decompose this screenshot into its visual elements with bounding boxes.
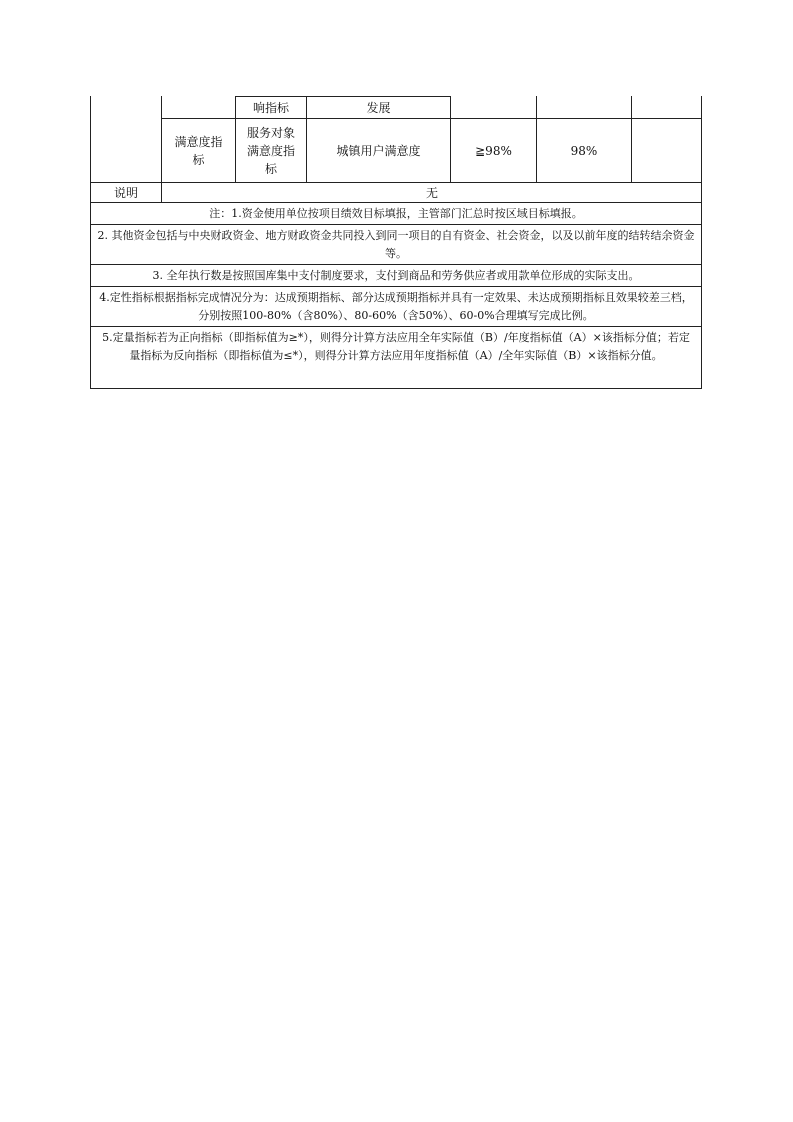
table-cell: ≧98% <box>451 118 537 182</box>
note-row <box>90 326 702 389</box>
table-cell <box>632 96 702 118</box>
note-text: 5.定量指标若为正向指标（即指标值为≥*），则得分计算方法应用全年实际值（B）/年度指标值（A）×该指标分值；若定量指标为反向指标（即指标值为≤*），则得分计算方法应用年度指标值（A）/全年实际值（B）×该指标分值。 <box>91 326 701 388</box>
performance-table <box>90 96 702 389</box>
note-row <box>90 224 702 264</box>
table-cell <box>451 96 537 118</box>
table-cell <box>537 96 632 118</box>
table-row-explain <box>90 182 702 202</box>
note-text: 注：1.资金使用单位按项目绩效目标填报，主管部门汇总时按区域目标填报。 <box>91 202 701 224</box>
table-cell <box>632 118 702 182</box>
note-row <box>90 286 702 326</box>
table-cell: 服务对象满意度指标 <box>236 118 307 182</box>
table-cell: 响指标 <box>236 96 307 118</box>
note-row <box>90 202 702 224</box>
table-cell: 发展 <box>307 96 451 118</box>
table-cell: 城镇用户满意度 <box>307 118 451 182</box>
explain-value: 无 <box>425 185 438 200</box>
explain-label: 说明 <box>91 183 162 202</box>
note-text: 2. 其他资金包括与中央财政资金、地方财政资金共同投入到同一项目的自有资金、社会资金，以及以前年度的结转结余资金等。 <box>91 224 701 264</box>
table-cell: 98% <box>537 118 632 182</box>
table-row <box>90 96 702 118</box>
note-text: 3. 全年执行数是按照国库集中支付制度要求，支付到商品和劳务供应者或用款单位形成的实际支出。 <box>91 264 701 286</box>
note-row <box>90 264 702 286</box>
table-row <box>90 118 702 182</box>
table-cell: 满意度指标 <box>162 118 236 182</box>
table-cell <box>162 96 236 118</box>
table-cell <box>91 118 162 182</box>
note-text: 4.定性指标根据指标完成情况分为：达成预期指标、部分达成预期指标并具有一定效果、未达成预期指标且效果较差三档，分别按照100-80%（含80%）、80-60%（含50%）、60-0%合理填写完成比例。 <box>91 286 701 326</box>
table-cell <box>91 96 162 118</box>
